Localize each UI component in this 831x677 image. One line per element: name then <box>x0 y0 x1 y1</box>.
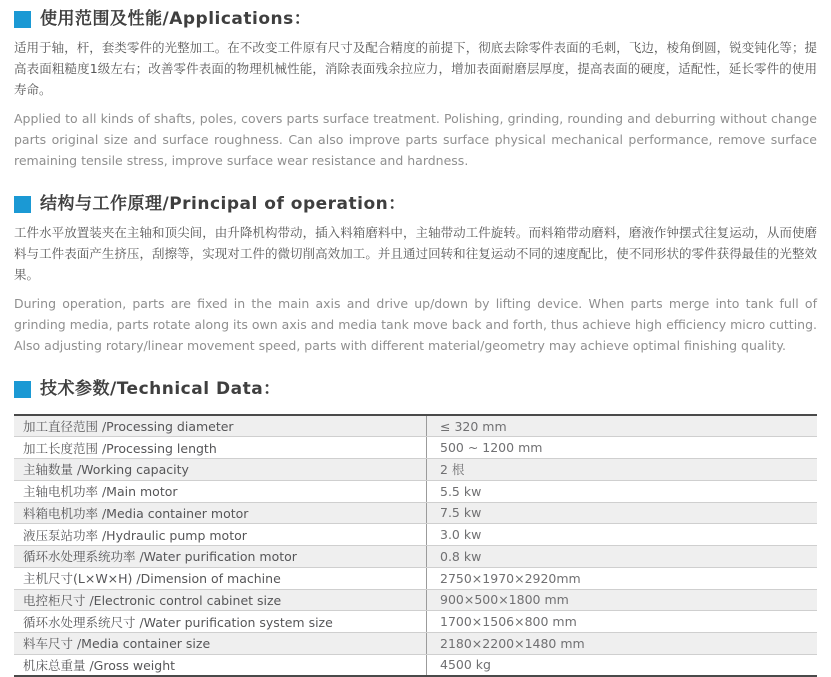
spec-value: 2750×1970×2920mm <box>427 567 818 589</box>
principle-paragraph-chinese: 工件水平放置装夹在主轴和顶尖间，由升降机构带动，插入料箱磨料中，主轴带动工件旋转。而料箱带动磨料，磨液作钟摆式往复运动，从而使磨料与工件表面产生挤压，刮擦等，实现对工件的微切削高效加工。并且通过回转和往复运动不同的速度配比，使不同形状的零件获得最佳的光整效果。 <box>14 225 817 282</box>
spec-value: 900×500×1800 mm <box>427 589 818 611</box>
principle-heading-text: 结构与工作原理/Principal of operation： <box>40 194 406 214</box>
table-row <box>14 546 817 568</box>
spec-value: 3.0 kw <box>427 524 818 546</box>
technical-data-heading <box>14 378 817 400</box>
spec-label: 机床总重量 /Gross weight <box>14 654 427 676</box>
spec-label: 加工直径范围 /Processing diameter <box>14 415 427 437</box>
table-row <box>14 567 817 589</box>
table-row <box>14 459 817 481</box>
applications-heading <box>14 8 817 30</box>
applications-paragraph-english: Applied to all kinds of shafts, poles, covers parts surface treatment. Polishing, grinding, rounding and deburring without change parts original size and surface roughness. Can also improve parts surface physical mechanical performance, remove surface remaining tensile stress, improve surface wear resistance and hardness. <box>14 111 817 168</box>
applications-heading-text: 使用范围及性能/Applications： <box>40 9 312 29</box>
technical-data-heading-text: 技术参数/Technical Data： <box>40 379 281 399</box>
blue-square-bullet-icon <box>14 381 31 398</box>
section-technical-data <box>14 378 817 677</box>
spec-label: 液压泵站功率 /Hydraulic pump motor <box>14 524 427 546</box>
table-row <box>14 437 817 459</box>
table-row <box>14 633 817 655</box>
blue-square-bullet-icon <box>14 196 31 213</box>
spec-value: 0.8 kw <box>427 546 818 568</box>
spec-label: 主轴数量 /Working capacity <box>14 459 427 481</box>
spec-label: 主机尺寸(L×W×H) /Dimension of machine <box>14 567 427 589</box>
table-row <box>14 480 817 502</box>
spec-label: 料车尺寸 /Media container size <box>14 633 427 655</box>
spec-value: 5.5 kw <box>427 480 818 502</box>
table-row <box>14 611 817 633</box>
spec-value: 2180×2200×1480 mm <box>427 633 818 655</box>
principle-paragraph-english: During operation, parts are fixed in the main axis and drive up/down by lifting device. When parts merge into tank full of grinding media, parts rotate along its own axis and media tank move back and forth, thus achieve high efficiency micro cutting. Also adjusting rotary/linear movement speed, parts with different material/geometry may achieve optimal finishing quality. <box>14 296 817 353</box>
spec-label: 循环水处理系统尺寸 /Water purification system size <box>14 611 427 633</box>
applications-paragraph-chinese: 适用于轴，杆，套类零件的光整加工。在不改变工件原有尺寸及配合精度的前提下，彻底去除零件表面的毛刺，飞边，棱角倒圆，锐变钝化等；提高表面粗糙度1级左右；改善零件表面的物理机械性能，消除表面残余拉应力，增加表面耐磨层厚度，提高表面的硬度，适配性，延长零件的使用寿命。 <box>14 40 817 97</box>
spec-value: 1700×1506×800 mm <box>427 611 818 633</box>
principle-heading <box>14 193 817 215</box>
technical-data-table <box>14 414 817 677</box>
spec-label: 主轴电机功率 /Main motor <box>14 480 427 502</box>
table-row <box>14 524 817 546</box>
section-principle <box>14 193 817 356</box>
spec-value: 4500 kg <box>440 657 491 673</box>
table-row <box>14 415 817 437</box>
blue-square-bullet-icon <box>14 11 31 28</box>
table-row <box>14 502 817 524</box>
spec-label: 加工长度范围 /Processing length <box>14 437 427 459</box>
spec-value: 500 ~ 1200 mm <box>427 437 818 459</box>
table-row <box>14 589 817 611</box>
spec-value: ≤ 320 mm <box>427 415 818 437</box>
section-applications <box>14 8 817 171</box>
spec-value: 2 根 <box>427 459 818 481</box>
table-row <box>14 654 817 676</box>
spec-label: 循环水处理系统功率 /Water purification motor <box>14 546 427 568</box>
spec-label: 料箱电机功率 /Media container motor <box>14 502 427 524</box>
spec-label: 电控柜尺寸 /Electronic control cabinet size <box>14 589 427 611</box>
spec-value: 7.5 kw <box>427 502 818 524</box>
